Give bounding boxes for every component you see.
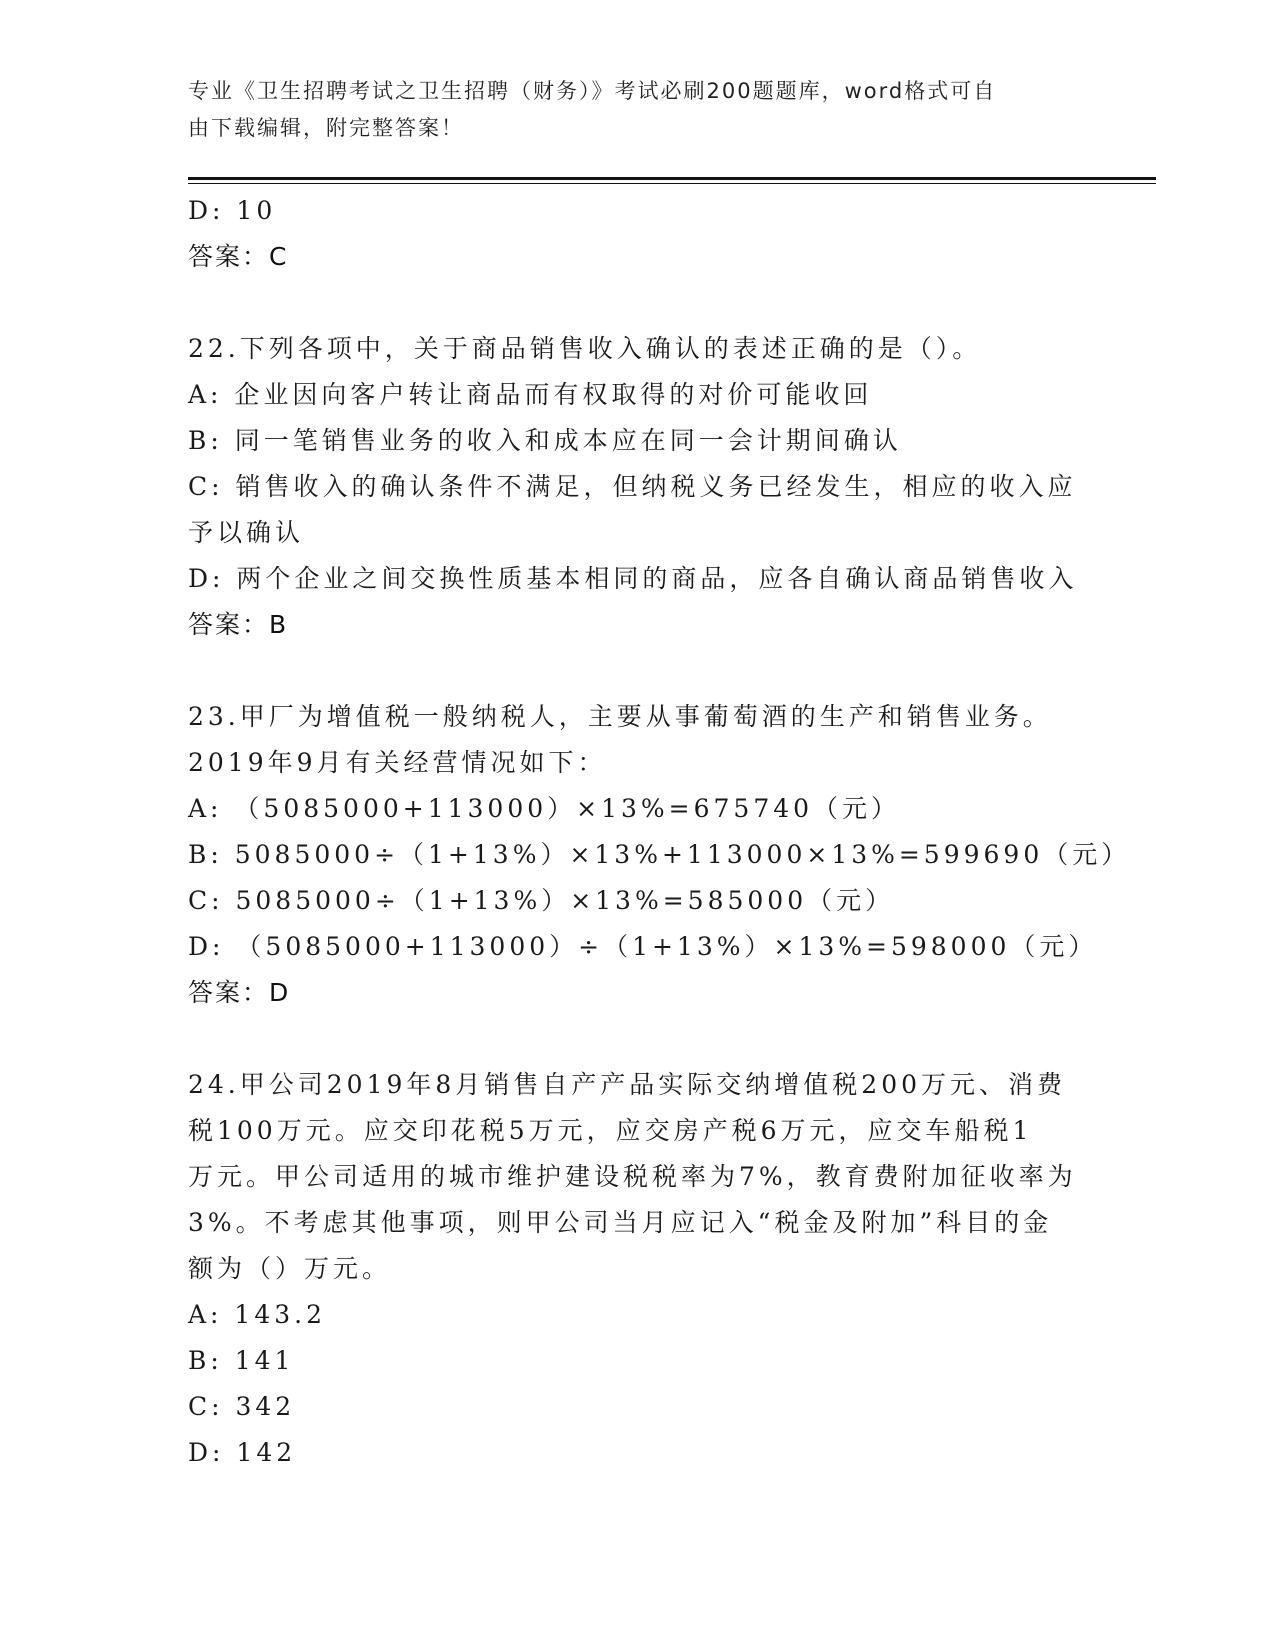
spacer — [188, 1016, 1088, 1062]
page-header — [188, 73, 1068, 147]
spacer — [188, 648, 1088, 694]
q24-stem-line-2: 税100万元。应交印花税5万元，应交房产税6万元，应交车船税1 — [188, 1116, 1033, 1145]
q24-stem-line-3: 万元。甲公司适用的城市维护建设税税率为7%，教育费附加征收率为 — [188, 1162, 1077, 1191]
q24-option-b: B: 141 — [188, 1346, 295, 1375]
q24-option-d: D: 142 — [188, 1438, 297, 1467]
q22-stem: 22.下列各项中，关于商品销售收入确认的表述正确的是（）。 — [188, 334, 982, 363]
header-rule-thin — [188, 183, 1156, 184]
q24-stem-line-5: 额为（）万元。 — [188, 1254, 392, 1283]
q23-answer: 答案：D — [188, 978, 291, 1007]
question-content — [188, 188, 1131, 1476]
q23-option-c: C: 5085000÷（1+13%）×13%=585000（元） — [188, 886, 895, 915]
header-rule-thick — [188, 177, 1156, 180]
q24-option-c: C: 342 — [188, 1392, 296, 1421]
q22-option-c-line-2: 予以确认 — [188, 518, 305, 547]
q22-option-c-line-1: C: 销售收入的确认条件不满足，但纳税义务已经发生，相应的收入应 — [188, 472, 1077, 501]
q24-stem-line-1: 24.甲公司2019年8月销售自产产品实际交纳增值税200万元、消费 — [188, 1070, 1067, 1099]
q23-option-a: A: （5085000+113000）×13%=675740（元） — [188, 794, 901, 823]
q22-option-a: A: 企业因向客户转让商品而有权取得的对价可能收回 — [188, 380, 873, 409]
header-line-2: 由下载编辑，附完整答案！ — [188, 116, 464, 140]
q22-answer: 答案：B — [188, 610, 289, 639]
q23-option-b: B: 5085000÷（1+13%）×13%+113000×13%=599690（元） — [188, 840, 1131, 869]
spacer — [188, 280, 1088, 326]
q22-option-b: B: 同一笔销售业务的收入和成本应在同一会计期间确认 — [188, 426, 902, 455]
q24-stem-line-4: 3%。不考虑其他事项，则甲公司当月应记入“税金及附加”科目的金 — [188, 1208, 1053, 1237]
q23-stem-line-2: 2019年9月有关经营情况如下： — [188, 748, 607, 777]
q21-answer: 答案：C — [188, 242, 289, 271]
header-line-1: 专业《卫生招聘考试之卫生招聘（财务）》考试必刷200题题库，word格式可自 — [188, 79, 997, 103]
q23-option-d: D: （5085000+113000）÷（1+13%）×13%=598000（元） — [188, 932, 1098, 961]
q21-option-d: D: 10 — [188, 196, 277, 225]
q24-option-a: A: 143.2 — [188, 1300, 326, 1329]
q23-stem-line-1: 23.甲厂为增值税一般纳税人，主要从事葡萄酒的生产和销售业务。 — [188, 702, 1052, 731]
q22-option-d: D: 两个企业之间交换性质基本相同的商品，应各自确认商品销售收入 — [188, 564, 1078, 593]
